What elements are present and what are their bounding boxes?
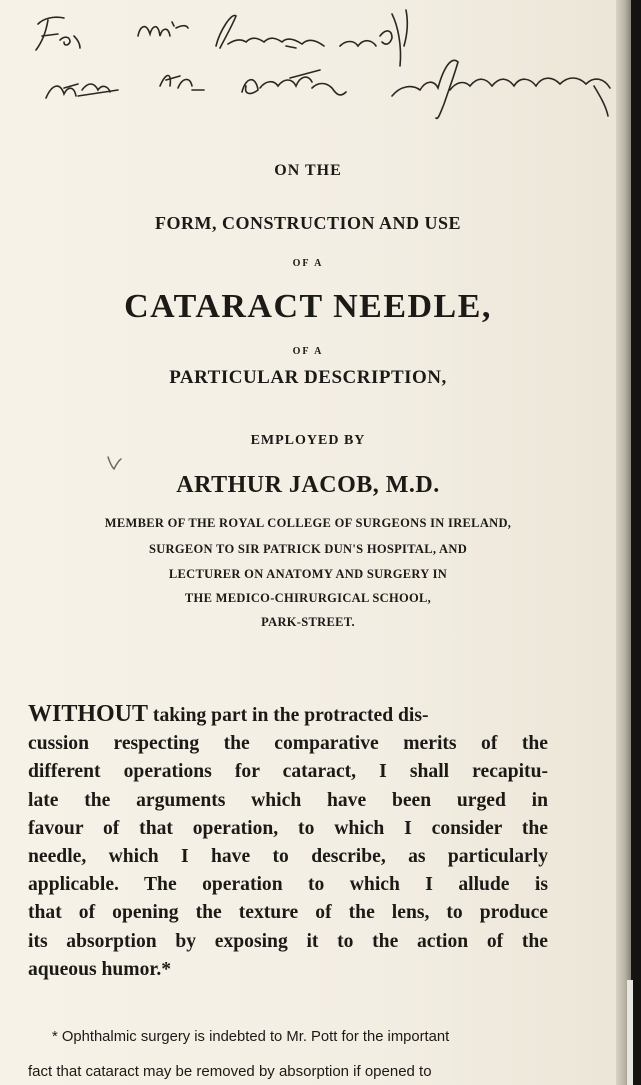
footnote-cut-text: fact that cataract may be removed by absorption if opened to: [28, 1063, 432, 1080]
body-line: different operations for cataract, I shall recapitu-: [28, 761, 548, 783]
body-line: late the arguments which have been urged in: [28, 789, 548, 811]
binding-light-patch: [627, 980, 633, 1085]
body-line: that of opening the texture of the lens, to produce: [28, 902, 548, 924]
handwritten-inscription: [20, 6, 620, 124]
title-on-the: ON THE: [274, 162, 342, 179]
body-line: its absorption by exposing it to the action of the: [28, 930, 548, 952]
author-credential-line: SURGEON TO SIR PATRICK DUN'S HOSPITAL, AND: [148, 542, 468, 556]
pencil-mark-icon: [105, 453, 123, 473]
title-of-a: OF A: [292, 258, 324, 269]
author-credential-line: THE MEDICO-CHIRURGICAL SCHOOL,: [184, 591, 432, 605]
title-particular-description: PARTICULAR DESCRIPTION,: [169, 367, 447, 388]
author-credential-line: PARK-STREET.: [261, 615, 355, 629]
body-line-last: aqueous humor.*: [28, 958, 172, 980]
author-name: ARTHUR JACOB, M.D.: [176, 472, 440, 498]
body-line-text: taking part in the protracted dis-: [148, 705, 429, 726]
body-paragraph: [28, 700, 548, 984]
binding-dark-strip: [631, 0, 641, 1085]
footnote: * Ophthalmic surgery is indebted to Mr. Pott for the important: [52, 1029, 450, 1045]
title-form-construction-use: FORM, CONSTRUCTION AND USE: [154, 213, 462, 233]
author-credential-line: MEMBER OF THE ROYAL COLLEGE OF SURGEONS IN IRELAND,: [104, 516, 512, 530]
body-line: cussion respecting the comparative merits of the: [28, 733, 548, 755]
footnote-cut-line: [28, 1060, 568, 1082]
handwriting-strokes: [20, 6, 620, 124]
drop-word: WITHOUT: [28, 701, 149, 727]
body-line: needle, which I have to describe, as particularly: [28, 846, 548, 868]
body-line-first: [28, 700, 548, 730]
body-line: applicable. The operation to which I allude is: [28, 874, 548, 896]
title-employed-by: EMPLOYED BY: [250, 433, 366, 448]
body-line: favour of that operation, to which I consider the: [28, 817, 548, 839]
author-credential-line: LECTURER ON ANATOMY AND SURGERY IN: [168, 567, 448, 581]
title-of-a-second: OF A: [292, 346, 324, 357]
title-main: CATARACT NEEDLE,: [124, 288, 492, 325]
